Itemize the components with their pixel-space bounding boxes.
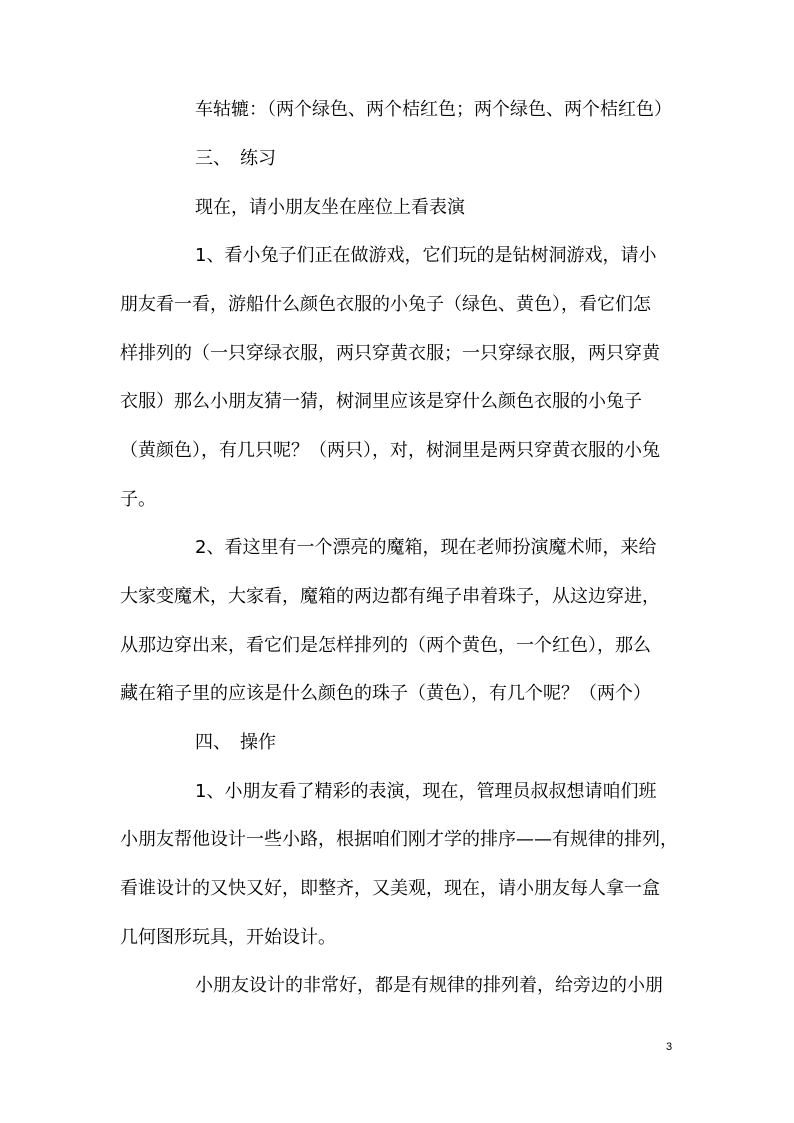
text-line: 1、看小兔子们正在做游戏，它们玩的是钻树洞游戏，请小 [195,245,657,266]
text-line: 看谁设计的又快又好，即整齐，又美观，现在，请小朋友每人拿一盒 [120,878,660,899]
text-line: 1、小朋友看了精彩的表演，现在，管理员叔叔想请咱们班 [195,781,657,802]
section-heading-practice: 三、 练习 [195,148,276,169]
text-line: 藏在箱子里的应该是什么颜色的珠子（黄色），有几个呢？（两个） [120,683,651,704]
text-line: 2、看这里有一个漂亮的魔箱，现在老师扮演魔术师，来给 [195,537,657,558]
text-line: 现在，请小朋友坐在座位上看表演 [195,197,465,218]
text-line: （黄颜色），有几只呢？（两只），对，树洞里是两只穿黄衣服的小兔 [120,440,660,461]
text-line: 小朋友设计的非常好，都是有规律的排列着，给旁边的小朋 [195,975,663,996]
text-line: 大家变魔术，大家看，魔箱的两边都有绳子串着珠子，从这边穿进， [120,586,660,607]
text-line: 衣服）那么小朋友猜一猜，树洞里应该是穿什么颜色衣服的小兔子 [120,391,642,412]
text-line: 从那边穿出来，看它们是怎样排列的（两个黄色，一个红色），那么 [120,635,651,656]
text-line: 小朋友帮他设计一些小路，根据咱们刚才学的排序——有规律的排列， [120,829,678,850]
page-number: 3 [666,1041,673,1053]
text-line: 车轱辘：（两个绿色、两个桔红色；两个绿色、两个桔红色） [195,99,672,120]
text-line: 子。 [120,489,156,510]
text-line: 样排列的（一只穿绿衣服，两只穿黄衣服；一只穿绿衣服，两只穿黄 [120,343,660,364]
text-line: 朋友看一看，游船什么颜色衣服的小兔子（绿色、黄色），看它们怎 [120,294,651,315]
text-line: 几何图形玩具，开始设计。 [120,927,336,948]
section-heading-operation: 四、 操作 [195,732,276,753]
